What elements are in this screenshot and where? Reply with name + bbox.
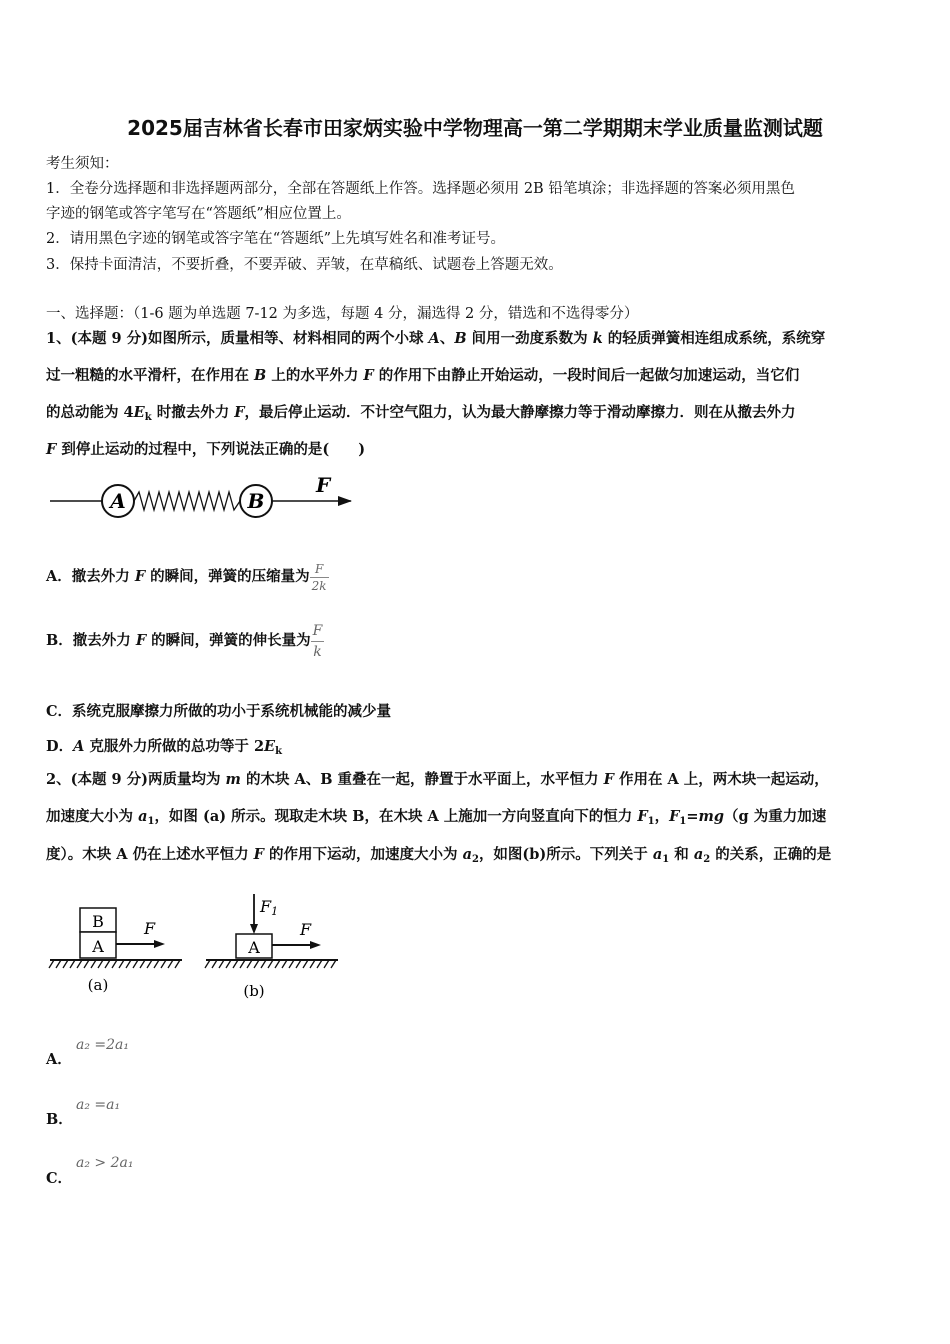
q1-option-a[interactable] xyxy=(46,557,329,597)
option-var-a: A xyxy=(73,738,85,755)
q1-sub-k: k xyxy=(144,412,152,423)
q2-line-2 xyxy=(46,805,826,827)
q2-text: ， xyxy=(654,808,670,825)
q2-text: 的木块 A、B 重叠在一起，静置于水平面上，水平恒力 xyxy=(240,771,604,788)
force-arrow-head xyxy=(338,496,352,506)
q2-var-a2: a xyxy=(693,846,704,863)
q2-sub: 1 xyxy=(662,854,670,865)
option-var-f: F xyxy=(135,632,147,649)
q1-var-f: F xyxy=(234,404,245,421)
q1-var-b: B xyxy=(254,367,267,384)
caption-a: (a) xyxy=(87,976,109,994)
q2-text: 作用在 A 上，两木块一起运动， xyxy=(613,771,829,788)
q2-sub: 1 xyxy=(679,816,687,827)
q2-text: 度）。木块 A 仍在上述水平恒力 xyxy=(46,846,254,863)
q2-var-f: F xyxy=(603,771,614,788)
block-b-label: B xyxy=(92,912,104,931)
q1-text: 上的水平外力 xyxy=(266,367,364,384)
q2-option-a-label[interactable]: A． xyxy=(46,1051,72,1068)
q1-text: 的作用下由静止开始运动，一段时间后一起做匀加速运动，当它们 xyxy=(373,367,800,384)
ball-b-label: B xyxy=(247,489,265,513)
q2-text: 的作用下运动，加速度大小为 xyxy=(263,846,463,863)
block-a-label: A xyxy=(92,937,104,956)
force-f1-arrow-head xyxy=(250,924,258,934)
q1-line-2 xyxy=(46,364,799,385)
q2-var-f1: F xyxy=(637,808,648,825)
option-text: D． xyxy=(46,738,74,755)
q1-var-b: B xyxy=(454,330,467,347)
q1-var-f: F xyxy=(363,367,374,384)
q1-text: 的轻质弹簧相连组成系统，系统穿 xyxy=(602,330,826,347)
force-f1-label xyxy=(259,897,278,918)
q2-sub: 1 xyxy=(647,816,655,827)
q2-text: 2、(本题 9 分)两质量均为 xyxy=(46,771,226,788)
force-arrow-head xyxy=(310,941,321,949)
force-f-label-b: F xyxy=(300,920,312,939)
notice-item-3: 3．保持卡面清洁，不要折叠，不要弄破、弄皱，在草稿纸、试题卷上答题无效。 xyxy=(46,257,563,273)
caption-b: (b) xyxy=(243,982,265,1000)
q1-option-d[interactable] xyxy=(46,735,282,757)
q2-option-c-label[interactable]: C． xyxy=(46,1170,73,1187)
q1-var-a: A xyxy=(428,330,440,347)
option-var-e: E xyxy=(264,738,276,755)
q2-sub: 2 xyxy=(471,854,479,865)
q2-var-mg: =mg xyxy=(686,808,725,825)
q2-text: 和 xyxy=(669,846,694,863)
q2-text: 加速度大小为 xyxy=(46,808,139,825)
q2-var-m: m xyxy=(225,771,241,788)
q2-sub: 2 xyxy=(703,854,711,865)
force-f-label: F xyxy=(316,473,331,497)
q2-var-a1: a xyxy=(652,846,663,863)
page-title: 2025届吉林省长春市田家炳实验中学物理高一第二学期期末学业质量监测试题 xyxy=(127,116,823,140)
ball-a-label: A xyxy=(110,489,126,513)
force-f-label: F xyxy=(144,919,156,938)
fraction-denominator: 2k xyxy=(311,578,327,593)
q1-text: 时撤去外力 xyxy=(151,404,235,421)
q1-text: 过一粗糙的水平滑杆，在作用在 xyxy=(46,367,255,384)
q2-text: ，如图 (a) 所示。现取走木块 B，在木块 A 上施加一方向竖直向下的恒力 xyxy=(154,808,638,825)
q2-option-a-formula: a₂ =2a₁ xyxy=(76,1037,130,1053)
q2-var-f1: F xyxy=(669,808,680,825)
q2-option-b-formula: a₂ =a₁ xyxy=(76,1097,121,1113)
option-var-f: F xyxy=(134,568,146,585)
q1-line-1 xyxy=(46,327,825,348)
option-text: B．撤去外力 xyxy=(46,632,136,649)
block-a-b-label: A xyxy=(248,938,260,957)
q1-text: 的总动能为 4 xyxy=(46,404,134,421)
q2-var-a2: a xyxy=(462,846,472,863)
q1-text: 到停止运动的过程中，下列说法正确的是( ) xyxy=(56,441,366,458)
q2-var-f: F xyxy=(253,846,264,863)
q2-option-c-formula: a₂ > 2a₁ xyxy=(76,1155,134,1171)
notice-item-1: 1．全卷分选择题和非选择题两部分，全部在答题纸上作答。选择题必须用 2B 铅笔填涂；非选择题的答案必须用黑色 xyxy=(46,181,795,197)
notice-item-2: 2．请用黑色字迹的钢笔或答字笔在“答题纸”上先填写姓名和准考证号。 xyxy=(46,231,506,247)
q2-option-b-label[interactable]: B． xyxy=(46,1111,73,1128)
q1-text: 间用一劲度系数为 xyxy=(466,330,593,347)
q1-text: ，最后停止运动．不计空气阻力，认为最大静摩擦力等于滑动摩擦力．则在从撤去外力 xyxy=(244,404,796,421)
q1-line-3 xyxy=(46,401,796,423)
q1-option-b[interactable] xyxy=(46,615,324,667)
q1-var-k: k xyxy=(592,330,603,347)
q1-var-e: E xyxy=(133,404,145,421)
option-text: 克服外力所做的总功等于 2 xyxy=(84,738,265,755)
force-arrow-head xyxy=(154,940,165,948)
q1-line-4 xyxy=(46,438,365,459)
fraction-denominator: k xyxy=(313,643,322,660)
force-f1-sub: 1 xyxy=(271,905,279,918)
q2-var-a1: a xyxy=(138,808,148,825)
q1-option-c[interactable]: C．系统克服摩擦力所做的功小于系统机械能的减少量 xyxy=(46,703,392,720)
option-sub-k: k xyxy=(275,746,283,757)
q1-sep: 、 xyxy=(439,330,455,347)
q2-line-3 xyxy=(46,843,831,865)
notice-item-1-cont: 字迹的钢笔或答字笔写在“答题纸”相应位置上。 xyxy=(46,206,351,222)
option-text: 的瞬间，弹簧的伸长量为 xyxy=(146,632,311,649)
q2-line-1 xyxy=(46,768,829,789)
fraction-f-over-k xyxy=(311,621,325,662)
option-text: A．撤去外力 xyxy=(46,568,135,585)
q1-spring-figure xyxy=(46,470,356,528)
q2-sub: 1 xyxy=(147,816,155,827)
q2-text: 的关系，正确的是 xyxy=(710,846,832,863)
fraction-numerator: F xyxy=(311,621,325,642)
force-f1-letter: F xyxy=(260,897,272,916)
q1-var-f: F xyxy=(46,441,57,458)
fraction-f-over-2k xyxy=(310,561,329,594)
section-heading: 一、选择题：（1-6 题为单选题 7-12 为多选，每题 4 分，漏选得 2 分，错选和不选得零分） xyxy=(46,306,639,322)
option-text: 的瞬间，弹簧的压缩量为 xyxy=(145,568,310,585)
q1-text: 1、(本题 9 分)如图所示，质量相等、材料相同的两个小球 xyxy=(46,330,429,347)
q2-blocks-figure xyxy=(46,888,346,1003)
q2-text: （g 为重力加速 xyxy=(724,808,827,825)
fraction-numerator: F xyxy=(310,561,329,578)
notice-heading: 考生须知： xyxy=(46,156,119,172)
q2-text: ，如图(b)所示。下列关于 xyxy=(478,846,653,863)
